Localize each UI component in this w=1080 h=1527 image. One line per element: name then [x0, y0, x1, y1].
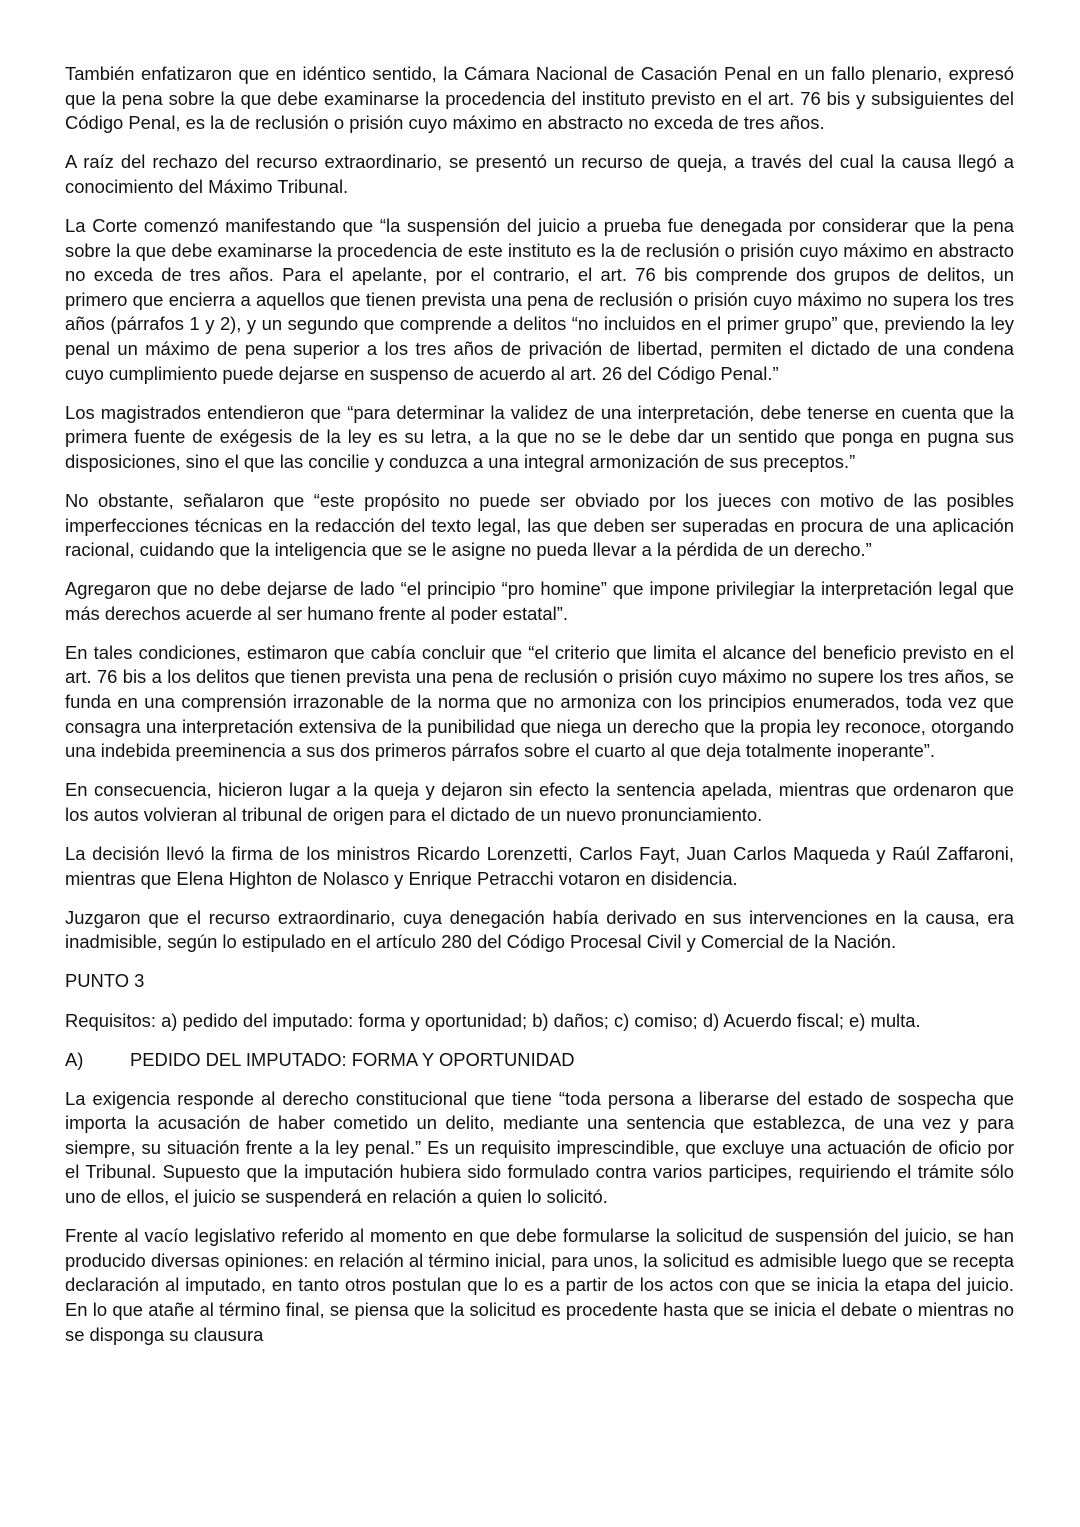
requisitos-line: Requisitos: a) pedido del imputado: forma y oportunidad; b) daños; c) comiso; d) Acuerdo fiscal; e) multa. [65, 1009, 921, 1031]
paragraph: A raíz del rechazo del recurso extraordinario, se presentó un recurso de queja, a través del cual la causa llegó a conocimiento del Máximo Tribunal. [65, 151, 1014, 197]
section-heading [65, 1048, 1014, 1073]
section-letter: A) [65, 1048, 84, 1070]
paragraph: La Corte comenzó manifestando que “la suspensión del juicio a prueba fue denegada por considerar que la pena sobre la que debe examinarse la procedencia de este instituto es la de reclusión o prisión cuyo máximo en abstracto no exceda de tres años. Para el apelante, por el contrario, el art. 76 bis comprende dos grupos de delitos, un primero que encierra a aquellos que tienen prevista una pena de reclusión o prisión cuyo máximo no supera los tres años (párrafos 1 y 2), y un segundo que comprende a delitos “no incluidos en el primer grupo” que, previendo la ley penal un máximo de pena superior a los tres años de privación de libertad, permiten el dictado de una condena cuyo cumplimiento puede dejarse en suspenso de acuerdo al art. 26 del Código Penal.” [65, 214, 1014, 384]
punto-heading: PUNTO 3 [65, 970, 145, 992]
paragraph: Frente al vacío legislativo referido al momento en que debe formularse la solicitud de suspensión del juicio, se han producido diversas opiniones: en relación al término inicial, para unos, la solicitud es admisible luego que se recepta declaración al imputado, en tanto otros postulan que lo es a partir de los actos con que se inicia la etapa del juicio. En lo que atañe al término final, se piensa que la solicitud es procedente hasta que se inicia el debate o mientras no se disponga su clausura [65, 1225, 1014, 1345]
section-title: PEDIDO DEL IMPUTADO: FORMA Y OPORTUNIDAD [130, 1048, 575, 1070]
document-page [65, 62, 1014, 1362]
paragraph: Los magistrados entendieron que “para determinar la validez de una interpretación, debe tenerse en cuenta que la primera fuente de exégesis de la ley es su letra, a la que no se le debe dar un sentido que ponga en pugna sus disposiciones, sino el que las concilie y conduzca a una integral armonización de sus preceptos.” [65, 401, 1014, 472]
paragraph: También enfatizaron que en idéntico sentido, la Cámara Nacional de Casación Penal en un fallo plenario, expresó que la pena sobre la que debe examinarse la procedencia del instituto previsto en el art. 76 bis y subsiguientes del Código Penal, es la de reclusión o prisión cuyo máximo en abstracto no exceda de tres años. [65, 63, 1014, 134]
paragraph: Agregaron que no debe dejarse de lado “el principio “pro homine” que impone privilegiar la interpretación legal que más derechos acuerde al ser humano frente al poder estatal”. [65, 578, 1014, 624]
paragraph: La decisión llevó la firma de los ministros Ricardo Lorenzetti, Carlos Fayt, Juan Carlos Maqueda y Raúl Zaffaroni, mientras que Elena Highton de Nolasco y Enrique Petracchi votaron en disidencia. [65, 843, 1014, 889]
paragraph: La exigencia responde al derecho constitucional que tiene “toda persona a liberarse del estado de sospecha que importa la acusación de haber cometido un delito, mediante una sentencia que establezca, de una vez y para siempre, su situación frente a la ley penal.” Es un requisito imprescindible, que excluye una actuación de oficio por el Tribunal. Supuesto que la imputación hubiera sido formulado contra varios participes, requiriendo el trámite sólo uno de ellos, el juicio se suspenderá en relación a quien lo solicitó. [65, 1087, 1014, 1208]
paragraph: Juzgaron que el recurso extraordinario, cuya denegación había derivado en sus intervenciones en la causa, era inadmisible, según lo estipulado en el artículo 280 del Código Procesal Civil y Comercial de la Nación. [65, 906, 1014, 953]
paragraph: No obstante, señalaron que “este propósito no puede ser obviado por los jueces con motivo de las posibles imperfecciones técnicas en la redacción del texto legal, las que deben ser superadas en procura de una aplicación racional, cuidando que la inteligencia que se le asigne no pueda llevar a la pérdida de un derecho.” [65, 489, 1014, 561]
paragraph: En tales condiciones, estimaron que cabía concluir que “el criterio que limita el alcance del beneficio previsto en el art. 76 bis a los delitos que tienen prevista una pena de reclusión o prisión cuyo máximo no supere los tres años, se funda en una comprensión irrazonable de la norma que no armoniza con los principios enumerados, toda vez que consagra una interpretación extensiva de la punibilidad que niega un derecho que la propia ley reconoce, otorgando una indebida preeminencia a sus dos primeros párrafos sobre el cuarto al que deja totalmente inoperante”. [65, 641, 1014, 762]
paragraph: En consecuencia, hicieron lugar a la queja y dejaron sin efecto la sentencia apelada, mientras que ordenaron que los autos volvieran al tribunal de origen para el dictado de un nuevo pronunciamiento. [65, 779, 1014, 825]
